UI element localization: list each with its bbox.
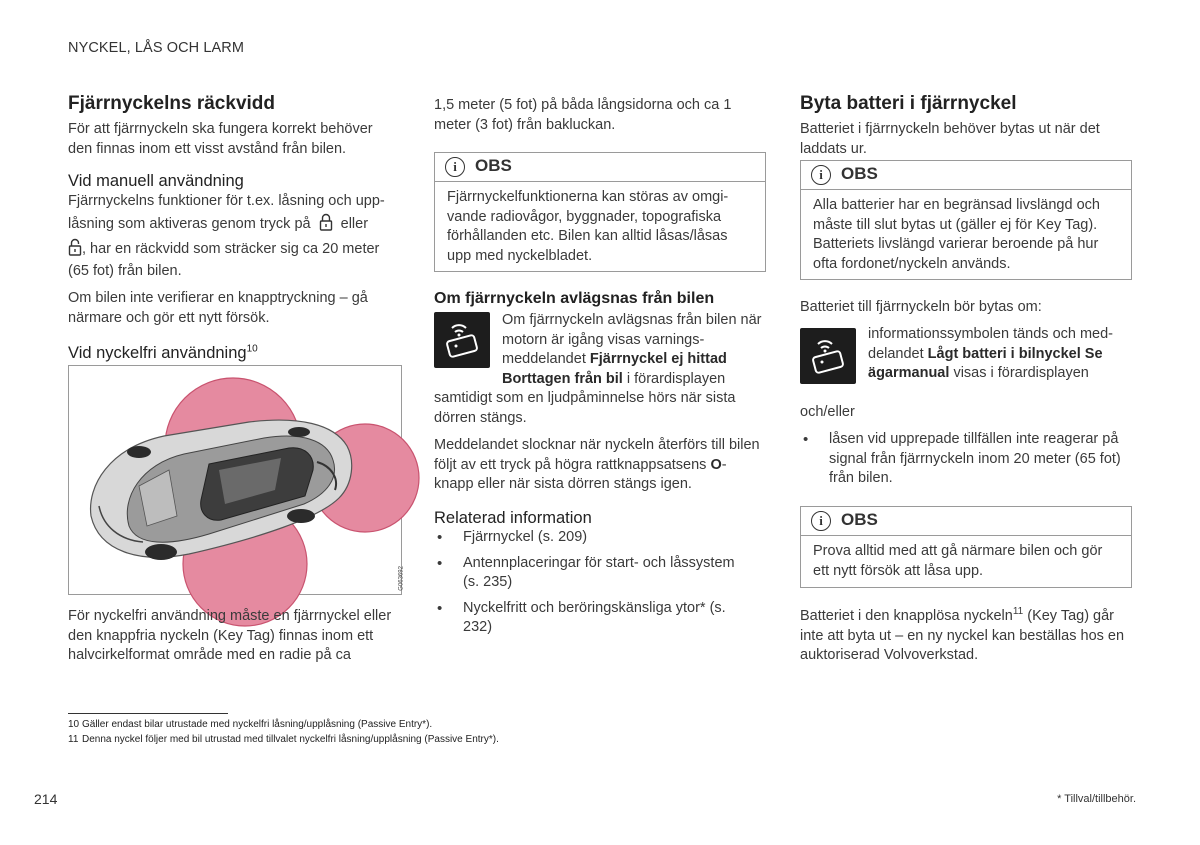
car-range-illustration [69,366,401,594]
footnote-10 [68,719,432,730]
related-info-heading: Relaterad information [434,509,592,527]
manual-line-3-text: , har en räckvidd som sträcker sig ca 20 meter [82,240,380,257]
column-2 [434,92,766,636]
manual-use-paragraph [68,192,400,281]
lock-not-responding-item: • låsen vid upprepade tillfällen inte reagerar på signal från fjärrnyckeln inom 20 meter (65 fot) från bilen. [800,430,1131,489]
manual-line-2-text: låsning som aktiveras genom tryck på [68,215,311,232]
key-removed-text: Om fjärrnyckeln avlägsnas från bilen när motorn är igång visas varnings-meddelandet [502,312,762,368]
manual-line-2-or: eller [340,215,369,232]
footnote-divider [68,713,228,714]
obs-text: Fjärrnyckelfunktionerna kan störas av omgi-vande radiovågor, byggnader, topografiska förhållanden etc. Bilen kan alltid låsas/låsas upp med nyckelbladet. [447,189,729,264]
message-clears-paragraph [434,436,766,495]
obs-header [435,153,765,182]
low-battery-text-end: visas i förardisplayen [953,365,1089,382]
keyless-paragraph: För nyckelfri användning måste en fjärrnyckel eller den knappfria nyckeln (Key Tag) finnas inom ett halvcirkelformat område med en radie på ca [68,608,392,664]
related-link[interactable]: • Fjärrnyckel (s. 209) [434,528,754,548]
key-removed-message [502,311,766,389]
and-or-text: och/eller [800,404,855,420]
obs-header [801,161,1131,190]
warning-message-text: Fjärrnyckel ej hittad Borttagen från bil [502,351,727,387]
obs-title: OBS [841,164,878,183]
manual-line-3 [68,237,400,262]
lock-open-icon [68,238,82,256]
obs-box-battery-life [800,160,1132,280]
low-battery-message [868,325,1132,384]
section-heading-battery: Byta batteri i fjärrnyckel [800,93,1017,114]
low-battery-warning-text: Lågt batteri i bilnyckel Se ägarmanual [868,345,1103,382]
car-icon [91,420,352,560]
obs-box-interference [434,152,766,272]
message-clears-text: Meddelandet slocknar när nyckeln återförs till bilen följt av ett tryck på högra rattknappsatsens [434,437,760,473]
lock-closed-icon [319,213,333,231]
subheading-keyless-use [68,342,400,364]
footnote-11 [68,734,499,745]
battery-intro: Batteriet i fjärrnyckeln behöver bytas ut när det laddats ur. [800,121,1100,157]
footnote-text: Gäller endast bilar utrustade med nyckelfri låsning/upplåsning (Passive Entry*). [82,719,433,730]
key-warning-icon [434,312,490,368]
obs-text: Prova alltid med att gå närmare bilen och gör ett nytt försök att låsa upp. [813,543,1103,579]
info-icon: i [811,511,831,531]
key-tag-paragraph [800,607,1132,666]
message-clears-end: -knapp eller när sista dörren stängs igen. [434,456,727,493]
obs-text: Alla batterier har en begränsad livslängd och måste till slut bytas ut (gäller ej för Key Tag). Batteriets livslängd varierar beroende på hur ofta fordonet/nyckeln används. [813,197,1100,272]
manual-line-4: (65 fot) från bilen. [68,262,182,279]
optional-note: * Tillval/tillbehör. [1057,793,1136,805]
related-list [434,528,754,638]
low-battery-text: informationssymbolen tänds och med-delandet [868,326,1114,362]
info-icon: i [811,165,831,185]
key-tag-text-end: (Key Tag) går inte att byta ut – en ny nyckel kan beställas hos en auktoriserad Volvoverkstad. [800,608,1125,664]
range-intro: För att fjärrnyckeln ska fungera korrekt behöver den finnas inom ett visst avstånd från bilen. [68,121,373,157]
o-button-label: O [710,456,722,473]
manual-line-1: Fjärrnyckelns funktioner för t.ex. låsning och upp- [68,193,385,210]
footnote-number: 10 [68,719,80,730]
keyless-range-figure [68,365,405,595]
column-1 [68,92,405,664]
obs-title: OBS [841,510,878,529]
info-icon: i [445,157,465,177]
section-heading-range: Fjärrnyckelns räckvidd [68,93,275,114]
subheading-manual-use: Vid manuell användning [68,172,244,191]
key-removed-text-end: i förardisplayen [626,370,726,387]
footnote-number: 11 [68,734,79,745]
range-continued: 1,5 meter (5 fot) på båda långsidorna och ca 1 meter (3 fot) från bakluckan. [434,97,732,133]
figure-code: G063692 [399,566,405,591]
key-removed-continued: samtidigt som en ljudpåminnelse hörs när sista dörren stängs. [434,390,736,426]
running-header: NYCKEL, LÅS OCH LARM [68,40,245,56]
obs-header [801,507,1131,536]
footnote-ref-11: 11 [1012,606,1024,618]
obs-box-try-again [800,506,1132,588]
footnote-text: Denna nyckel följer med bil utrustad med tillvalet nyckelfri låsning/upplåsning (Passive Entry*). [82,734,499,745]
related-link[interactable]: • Nyckelfritt och beröringskänsliga ytor* (s. 232) [434,599,754,638]
subheading-keyless-text: Vid nyckelfri användning [68,343,247,362]
page-number: 214 [34,791,58,807]
footnote-ref-10: 10 [246,343,258,355]
obs-title: OBS [475,156,512,175]
related-link[interactable]: • Antennplaceringar för start- och låssystem (s. 235) [434,554,754,593]
key-tag-text: Batteriet i den knapplösa nyckeln [800,608,1013,624]
low-battery-key-icon [800,328,856,384]
manual-line-2 [68,212,400,237]
battery-replace-when: Batteriet till fjärrnyckeln bör bytas om: [800,299,1042,315]
verify-paragraph: Om bilen inte verifierar en knapptryckning – gå närmare och gör ett nytt försök. [68,290,368,326]
subheading-key-removed: Om fjärrnyckeln avlägsnas från bilen [434,290,715,307]
column-3 [800,92,1132,664]
